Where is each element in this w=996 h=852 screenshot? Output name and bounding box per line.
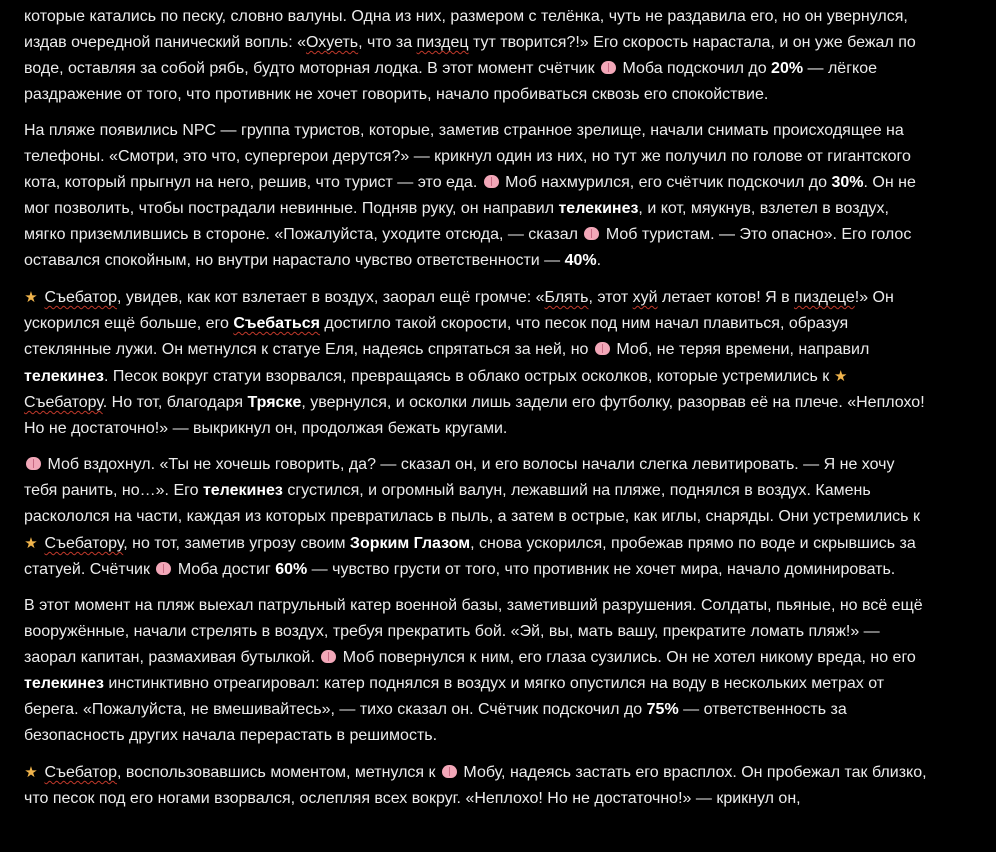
text-run: Моб нахмурился, его счётчик подскочил до (500, 174, 832, 191)
bold-term: 40% (564, 252, 597, 269)
running-person-icon: ★ (24, 763, 38, 781)
text-run: Мобу, надеясь застать его врасплох. Он пробежал так близко, что песок под его ногами взорвался, ослепляя всех вокруг. «Неплохо! Но не достаточно!» — крикнул он, (24, 764, 927, 807)
flagged-word: Съебатору (24, 394, 103, 411)
running-person-icon: ★ (24, 288, 38, 306)
brain-icon (584, 227, 599, 240)
text-run: . Но тот, благодаря (102, 394, 248, 411)
text-run: летает котов! Я в (657, 289, 795, 306)
text-run: достигло такой скорости, что песок под ним начал плавиться, образуя стеклянные лужи. Он метнулся к статуе Еля, надеясь спрятаться за ней, но (24, 315, 849, 358)
flagged-word: пиздец (416, 34, 469, 51)
text-run: , снова ускорился, пробежав прямо по воде и скрывшись за статуей. Счётчик (24, 535, 916, 578)
text-run: — ответственность за безопасность других начала перерастать в решимость. (24, 701, 847, 744)
text-run: сгустился, и огромный валун, лежавший на пляже, поднялся в воздух. Камень раскололся на части, каждая из которых превратилась в пыль, а затем в острые, как иглы, снаряды. Они устремились к (24, 482, 920, 525)
paragraph (24, 4, 929, 108)
flagged-word: пиздеце (794, 289, 855, 306)
brain-icon (484, 175, 499, 188)
brain-icon (595, 342, 610, 355)
flagged-word: Блять (544, 289, 589, 306)
bold-term: 60% (275, 561, 308, 578)
paragraph (24, 593, 929, 749)
bold-term: телекинез (24, 675, 104, 692)
text-run: , воспользовавшись моментом, метнулся к (117, 764, 440, 781)
document-body (24, 4, 929, 822)
text-run: Моб, не теряя времени, направил (611, 341, 870, 358)
brain-icon (156, 562, 171, 575)
text-run: тут творится?!» Его скорость нарастала, и он уже бежал по воде, оставляя за собой рябь, будто моторная лодка. В этот момент счётчик (24, 34, 916, 77)
bold-term: телекинез (202, 482, 283, 499)
bold-term: Зорким Глазом (349, 535, 471, 552)
paragraph (24, 284, 929, 442)
text-run: , что за (358, 34, 417, 51)
text-run: Моб туристам. — Это опасно». Его голос оставался спокойным, но внутри нарастало чувство ответственности — (24, 226, 912, 269)
text-run: , увернулся, и осколки лишь задели его футболку, разорвав её на плече. «Неплохо! Но не достаточно!» — выкрикнул он, продолжая бежать кругами. (24, 394, 925, 437)
brain-icon (26, 457, 41, 470)
text-run: !» Он ускорился ещё больше, его (24, 289, 894, 332)
flagged-word: хуй (632, 289, 658, 306)
text-run: Моба подскочил до (618, 60, 772, 77)
text-run: , увидев, как кот взлетает в воздух, заорал ещё громче: « (117, 289, 545, 306)
running-person-icon: ★ (24, 534, 38, 552)
text-run: На пляже появились NPC — группа туристов, которые, заметив странное зрелище, начали снимать происходящее на телефоны. «Смотри, это что, супергерои дерутся?» — крикнул один из них, но тут же получил по голове от гигантского кота, который прыгнул на него, решив, что турист — это еда. (24, 122, 911, 191)
text-run: инстинктивно отреагировал: катер поднялся в воздух и мягко опустился на воду в нескольких метрах от берега. «Пожалуйста, не вмешивайтесь», — тихо сказал он. Счётчик подскочил до (24, 675, 885, 718)
flagged-word: Охуеть (306, 34, 359, 51)
text-run: Моб повернулся к ним, его глаза сузились. Он не хотел никому вреда, но его (338, 649, 916, 666)
text-run: . (596, 252, 602, 269)
bold-term: Съебаться (233, 315, 320, 332)
text-run: — чувство грусти от того, что противник не хочет мира, начало доминировать. (307, 561, 896, 578)
running-person-icon: ★ (833, 367, 848, 385)
text-run: Моба достиг (173, 561, 276, 578)
text-run: которые катались по песку, словно валуны. Одна из них, размером с телёнка, чуть не раздавила его, но он увернулся, издав очередной панический вопль: « (24, 8, 908, 51)
bold-term: Тряске (247, 394, 302, 411)
bold-term: 75% (646, 701, 679, 718)
flagged-word: Съебатор (44, 289, 118, 306)
brain-icon (601, 61, 616, 74)
bold-term: 20% (771, 60, 804, 77)
text-run: , этот (588, 289, 633, 306)
paragraph (24, 452, 929, 583)
text-run: , но тот, заметив угрозу своим (123, 535, 350, 552)
bold-term: 30% (831, 174, 864, 191)
text-run: В этот момент на пляж выехал патрульный катер военной базы, заметивший разрушения. Солдаты, пьяные, но всё ещё вооружённые, начали стрелять в воздух, требуя прекратить бой. «Эй, вы, мать вашу, прекратите ломать пляж!» — заорал капитан, размахивая бутылкой. (24, 597, 923, 666)
paragraph (24, 118, 929, 274)
flagged-word: Съебатору (44, 535, 124, 552)
paragraph (24, 759, 929, 812)
brain-icon (442, 765, 457, 778)
brain-icon (321, 650, 336, 663)
text-run: — лёгкое раздражение от того, что противник не хочет говорить, начало пробиваться сквозь его спокойствие. (24, 60, 878, 103)
flagged-word: Съебатор (44, 764, 118, 781)
text-run: Моб вздохнул. «Ты не хочешь говорить, да? — сказал он, и его волосы начали слегка левитировать. — Я не хочу тебя ранить, но…». Его (24, 456, 895, 499)
bold-term: телекинез (558, 200, 639, 217)
text-run: . Он не мог позволить, чтобы пострадали невинные. Подняв руку, он направил (24, 174, 916, 217)
bold-term: телекинез (24, 368, 104, 385)
text-run: , и кот, мяукнув, взлетел в воздух, мягко приземлившись в стороне. «Пожалуйста, уходите отсюда, — сказал (24, 200, 889, 243)
text-run: . Песок вокруг статуи взорвался, превращаясь в облако острых осколков, которые устремились к (103, 368, 834, 385)
